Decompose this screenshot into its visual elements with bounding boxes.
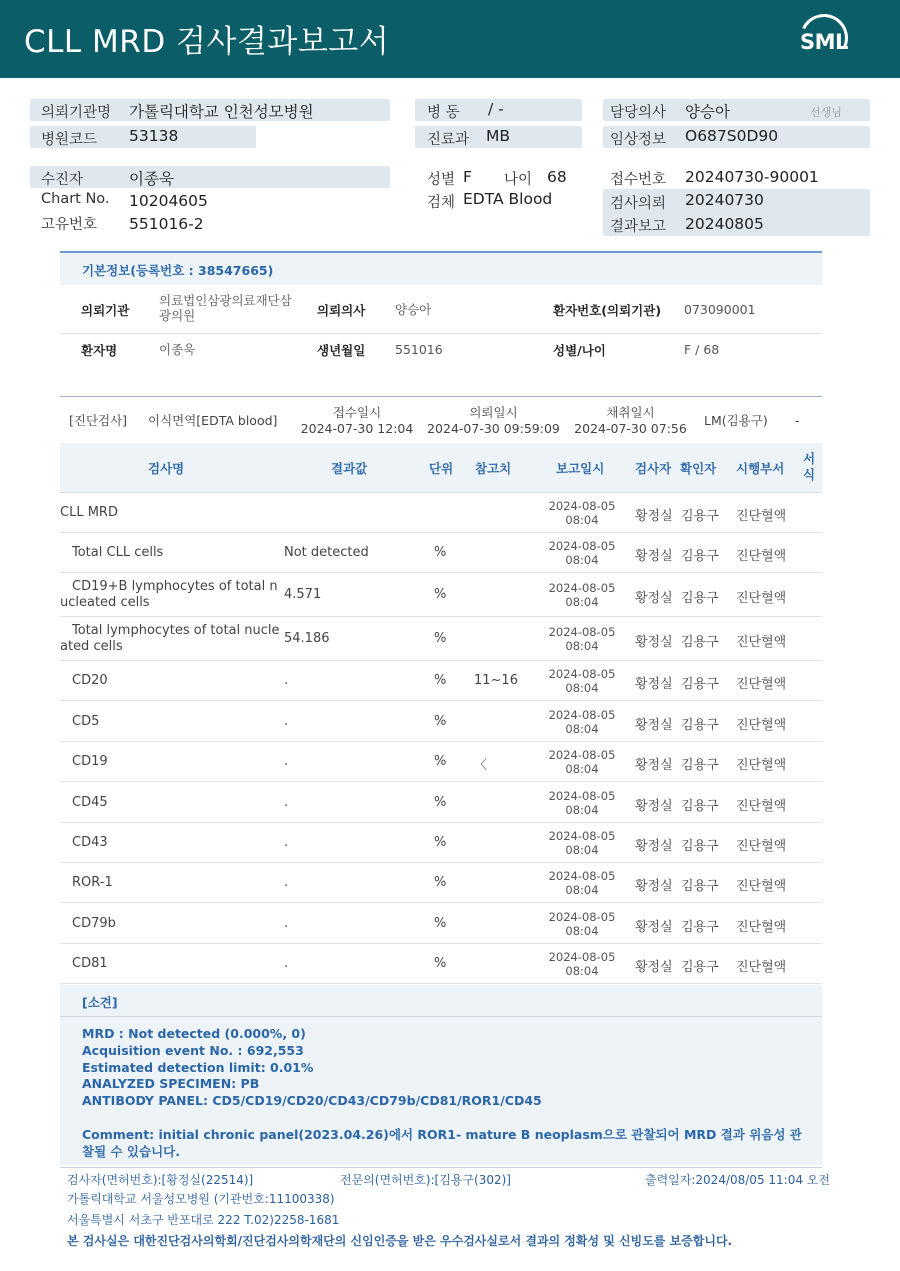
panel-divider (60, 396, 822, 397)
req-inst-value: 의료법인삼광의료재단삼광의원 (159, 293, 292, 323)
report-time-cell (542, 789, 622, 817)
report-time-cell (542, 499, 622, 527)
pt-no-label: 환자번호(의뢰기관) (553, 303, 662, 318)
result-cell: . (284, 673, 289, 688)
clinical-value: O687S0D90 (685, 127, 779, 145)
finding-line: Estimated detection limit: 0.01% (82, 1060, 314, 1075)
specimen-label: 검체 (427, 195, 456, 211)
sml-logo (796, 12, 854, 68)
confirmer-cell: 김용구 (681, 879, 719, 894)
tester-cell: 황정실 (635, 960, 673, 975)
sexage-label: 성별/나이 (553, 343, 606, 358)
confirmer-cell: 김용구 (681, 509, 719, 524)
institution-value: 가톨릭대학교 인천성모병원 (129, 103, 314, 121)
report-date: 2024-08-05 (548, 829, 616, 843)
footer-address: 서울특별시 서초구 반포대로 222 T.02)2258-1681 (67, 1213, 340, 1227)
test-name-cell: CD20 (72, 673, 108, 688)
request-value: 20240730 (685, 191, 764, 209)
report-clock: 08:04 (565, 721, 599, 736)
receipt-label: 접수번호 (610, 172, 667, 188)
age-label: 나이 (504, 172, 533, 188)
findings-body (60, 1017, 822, 1165)
footer-print-date: 출력일자:2024/08/05 11:04 오전 (645, 1173, 830, 1187)
dept-cell: 진단혈액 (736, 839, 787, 854)
tester-cell: 황정실 (635, 677, 673, 692)
unique-value: 551016-2 (129, 215, 204, 233)
test-name: 이식면역[EDTA blood] (148, 413, 278, 428)
request-time-block (427, 405, 560, 437)
confirmer-cell: 김용구 (681, 919, 719, 935)
test-name-cell: CD79b (72, 915, 116, 931)
ref-cell: 11~16 (474, 673, 518, 688)
report-clock: 08:04 (565, 513, 599, 527)
report-time-cell (542, 950, 622, 978)
unit-cell: % (434, 956, 447, 971)
collect-time-block (573, 405, 688, 437)
table-row (60, 944, 822, 984)
report-time-cell (542, 581, 622, 609)
table-row (60, 493, 822, 533)
request-time-label: 의뢰일시 (469, 405, 518, 420)
ward-label: 병 동 (427, 105, 460, 121)
result-cell: . (284, 956, 289, 971)
col-report-time: 보고일시 (556, 461, 605, 476)
tester-cell: 황정실 (635, 839, 673, 854)
dept-cell: 진단혈액 (736, 879, 787, 894)
table-row (60, 573, 822, 617)
confirmer-cell: 김용구 (681, 758, 719, 773)
report-date: 2024-08-05 (548, 667, 616, 681)
req-doc-value: 양승아 (395, 302, 432, 317)
dept-value: MB (486, 127, 511, 145)
receipt-time-value: 2024-07-30 12:04 (300, 421, 414, 436)
confirmer-cell: 김용구 (681, 839, 719, 854)
footer-hospital: 가톨릭대학교 서울성모병원 (기관번호:11100338) (67, 1192, 335, 1206)
result-cell: 4.571 (284, 587, 322, 602)
chart-label: Chart No. (41, 191, 110, 207)
result-cell: . (284, 754, 289, 769)
report-date: 2024-08-05 (548, 581, 616, 595)
confirmer-cell: 김용구 (681, 717, 719, 733)
result-cell: 54.186 (284, 631, 330, 646)
report-date: 2024-08-05 (548, 625, 616, 639)
test-name-cell: ROR-1 (72, 875, 113, 890)
report-header (0, 0, 900, 78)
ward-value: / - (488, 100, 504, 118)
age-value: 68 (547, 168, 567, 186)
table-row (60, 617, 822, 661)
table-row (60, 823, 822, 863)
report-time-cell (542, 869, 622, 897)
result-cell: . (284, 713, 289, 729)
chart-value: 10204605 (129, 192, 208, 210)
confirmer-cell: 김용구 (681, 591, 719, 606)
unit-cell: % (434, 673, 447, 688)
test-category: [진단검사] (69, 413, 128, 428)
report-clock: 08:04 (565, 923, 599, 938)
meta-dash: - (795, 413, 800, 428)
test-name-cell: CLL MRD (60, 505, 118, 520)
result-cell: . (284, 875, 289, 890)
tester-cell: 황정실 (635, 549, 673, 564)
dob-value: 551016 (395, 342, 443, 357)
report-time-cell (542, 667, 622, 695)
doctor-suffix: 선생님 (810, 106, 842, 119)
patient-label: 수진자 (41, 172, 84, 188)
finding-line: Acquisition event No. : 692,553 (82, 1043, 304, 1058)
table-row (60, 533, 822, 573)
unique-label: 고유번호 (41, 217, 98, 233)
table-row (60, 661, 822, 701)
dept-cell: 진단혈액 (736, 758, 787, 773)
result-cell: . (284, 915, 289, 931)
result-cell: . (284, 835, 289, 850)
results-table-header (60, 443, 822, 493)
report-title: CLL MRD 검사결과보고서 (24, 24, 390, 60)
basic-info-header (60, 253, 822, 285)
report-clock: 08:04 (565, 639, 599, 653)
table-row (60, 863, 822, 903)
sex-value: F (463, 168, 472, 186)
col-unit: 단위 (429, 461, 454, 476)
finding-line: ANTIBODY PANEL: CD5/CD19/CD20/CD43/CD79b/CD81/ROR1/CD45 (82, 1093, 542, 1108)
test-name-cell: Total lymphocytes of total nucleated cells (60, 623, 280, 654)
basic-info-row (60, 285, 822, 334)
sexage-value: F / 68 (684, 342, 720, 357)
request-label: 검사의뢰 (610, 196, 667, 212)
receipt-value: 20240730-90001 (685, 168, 819, 186)
footer-certification: 본 검사실은 대한진단검사의학회/진단검사의학재단의 신임인증을 받은 우수검사실로서 결과의 정확성 및 신빙도를 보증합니다. (67, 1234, 733, 1248)
finding-line: MRD : Not detected (0.000%, 0) (82, 1026, 306, 1041)
dept-cell: 진단혈액 (736, 509, 787, 524)
hospital-code-label: 병원코드 (41, 132, 98, 148)
report-value: 20240805 (685, 215, 764, 233)
report-date: 2024-08-05 (548, 707, 616, 722)
doctor-value: 양승아 (685, 103, 730, 121)
report-date: 2024-08-05 (548, 869, 616, 883)
report-label: 결과보고 (610, 219, 667, 235)
report-time-cell (542, 539, 622, 567)
report-time-cell (542, 829, 622, 857)
dept-cell: 진단혈액 (736, 960, 787, 975)
report-date: 2024-08-05 (548, 539, 616, 553)
findings-title: [소견] (82, 995, 118, 1010)
test-name-cell: CD45 (72, 794, 108, 810)
pt-name-value: 이종욱 (159, 342, 196, 357)
report-time-cell (542, 708, 622, 736)
unit-cell: % (434, 587, 447, 602)
tester-cell: 황정실 (635, 509, 673, 524)
pt-name-label: 환자명 (81, 343, 118, 358)
col-form: 서식 (802, 451, 816, 482)
report-time-cell (542, 910, 622, 938)
confirmer-cell: 김용구 (681, 960, 719, 975)
report-clock: 08:04 (565, 964, 599, 978)
tester-cell: 황정실 (635, 798, 673, 814)
report-date: 2024-08-05 (548, 788, 616, 803)
lm-value: LM(김용구) (704, 413, 768, 428)
confirmer-cell: 김용구 (681, 798, 719, 814)
footer-tester: 검사자(면허번호):[황정실(22514)] (67, 1173, 254, 1187)
sex-label: 성별 (427, 172, 456, 188)
dept-cell: 진단혈액 (736, 798, 787, 814)
report-date: 2024-08-05 (548, 748, 616, 762)
finding-line: ANALYZED SPECIMEN: PB (82, 1076, 260, 1091)
test-name-cell: CD81 (72, 956, 108, 971)
specimen-value: EDTA Blood (463, 190, 553, 208)
report-date: 2024-08-05 (548, 950, 616, 964)
report-clock: 08:04 (565, 681, 599, 695)
unit-cell: % (434, 713, 447, 729)
dob-label: 생년월일 (317, 343, 366, 358)
logo-text: SML (800, 30, 848, 54)
collect-time-value: 2024-07-30 07:56 (574, 421, 687, 436)
dept-cell: 진단혈액 (736, 635, 787, 650)
test-name-cell: CD19 (72, 754, 108, 769)
institution-label: 의뢰기관명 (41, 105, 112, 121)
receipt-time-label: 접수일시 (332, 405, 382, 420)
tester-cell: 황정실 (635, 919, 673, 935)
col-ref: 참고치 (475, 461, 512, 476)
unit-cell: % (434, 794, 447, 810)
tester-cell: 황정실 (635, 758, 673, 773)
result-cell: Not detected (284, 545, 369, 560)
dept-label: 진료과 (427, 132, 470, 148)
result-cell: . (284, 794, 289, 810)
tester-cell: 황정실 (635, 591, 673, 606)
test-name-cell: CD43 (72, 835, 108, 850)
basic-info-row (60, 334, 822, 366)
test-name-cell: Total CLL cells (72, 545, 164, 560)
table-row (60, 742, 822, 782)
col-confirmer: 확인자 (680, 461, 717, 476)
col-tester: 검사자 (635, 461, 672, 476)
clinical-label: 임상정보 (610, 132, 667, 148)
tester-cell: 황정실 (635, 717, 673, 733)
report-clock: 08:04 (565, 595, 599, 609)
doctor-label: 담당의사 (610, 105, 667, 121)
unit-cell: % (434, 631, 447, 646)
dept-cell: 진단혈액 (736, 677, 787, 692)
table-row (60, 701, 822, 742)
footer-specialist: 전문의(면허번호):[김용구(302)] (340, 1173, 511, 1187)
footer-divider (60, 1167, 822, 1168)
unit-cell: % (434, 545, 447, 560)
report-clock: 08:04 (565, 762, 599, 776)
report-clock: 08:04 (565, 883, 599, 897)
report-clock: 08:04 (565, 843, 599, 857)
confirmer-cell: 김용구 (681, 549, 719, 564)
table-row (60, 903, 822, 944)
request-time-value: 2024-07-30 09:59:09 (427, 421, 560, 436)
tester-cell: 황정실 (635, 879, 673, 894)
receipt-time-block (300, 405, 414, 437)
hospital-code-value: 53138 (129, 127, 179, 145)
col-name: 검사명 (148, 461, 185, 476)
test-name-cell: CD19+B lymphocytes of total nucleated cells (60, 579, 278, 610)
req-inst-label: 의뢰기관 (81, 303, 130, 318)
basic-info-title: 기본정보(등록번호 : 38547665) (82, 263, 274, 278)
unit-cell: % (434, 835, 447, 850)
dept-cell: 진단혈액 (736, 549, 787, 564)
col-result: 결과값 (331, 461, 368, 476)
unit-cell: % (434, 875, 447, 890)
test-name-cell: CD5 (72, 713, 100, 729)
dept-cell: 진단혈액 (736, 717, 787, 733)
findings-header (60, 985, 822, 1017)
req-doc-label: 의뢰의사 (317, 303, 366, 318)
report-time-cell (542, 625, 622, 653)
finding-comment: Comment: initial chronic panel(2023.04.26)에서 ROR1- mature B neoplasm으로 관찰되어 MRD 결과 위음성 관찰될 수 있습니다. (82, 1127, 802, 1159)
report-time-cell (542, 748, 622, 776)
col-dept: 시행부서 (736, 461, 785, 476)
patient-box (30, 166, 390, 188)
confirmer-cell: 김용구 (681, 635, 719, 650)
dept-cell: 진단혈액 (736, 591, 787, 606)
unit-cell: % (434, 915, 447, 931)
report-date: 2024-08-05 (548, 499, 616, 513)
report-clock: 08:04 (565, 802, 599, 817)
table-row (60, 782, 822, 823)
tester-cell: 황정실 (635, 635, 673, 650)
unit-cell: % (434, 754, 447, 769)
collect-time-label: 채취일시 (606, 405, 655, 420)
confirmer-cell: 김용구 (681, 677, 719, 692)
patient-value: 이종욱 (129, 170, 174, 188)
report-date: 2024-08-05 (548, 909, 616, 924)
report-clock: 08:04 (565, 553, 599, 567)
pt-no-value: 073090001 (684, 302, 756, 317)
ref-cell: 〈 (474, 758, 488, 773)
dept-cell: 진단혈액 (736, 919, 787, 935)
